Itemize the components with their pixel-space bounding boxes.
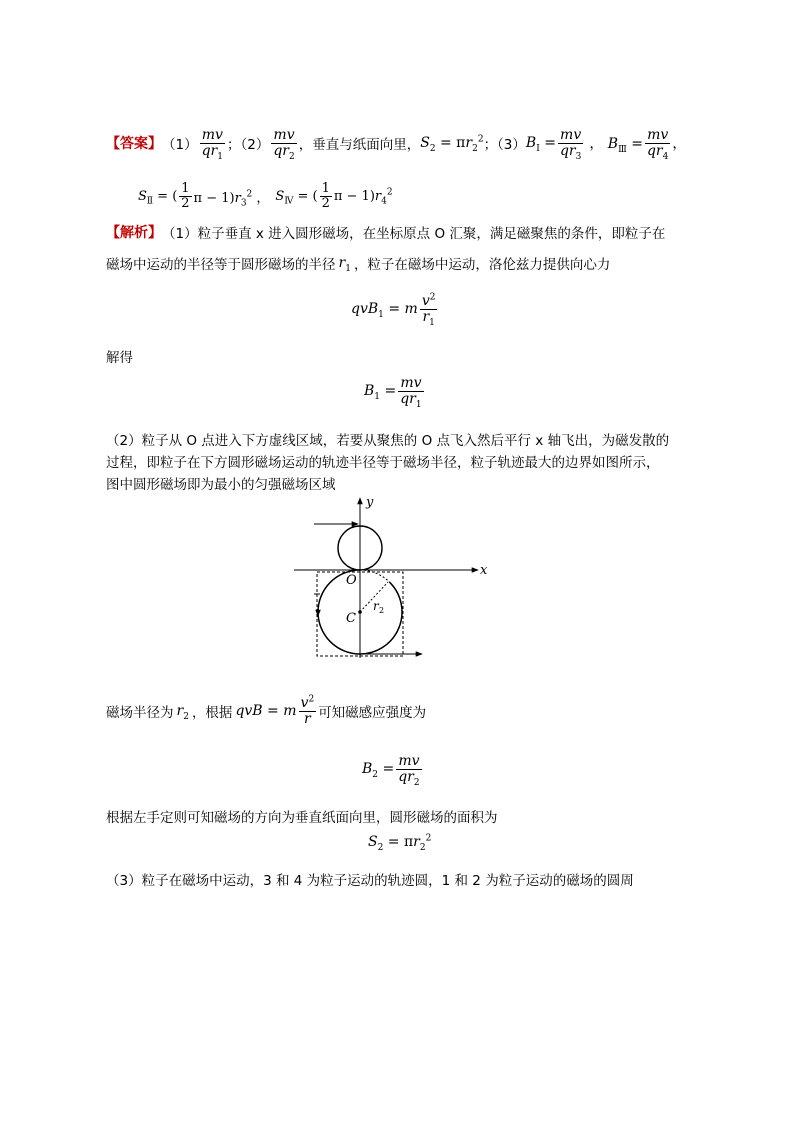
- answer-tag: 【答案】: [106, 136, 162, 153]
- s2-result: $S_2 = \pi r_2^2$: [368, 833, 432, 853]
- b1-formula: $B_Ⅰ$ =: [525, 135, 556, 154]
- part2-line-1: （2）粒子从 O 点进入下方虚线区域，若要从聚焦的 O 点飞入然后平行 x 轴飞出，为磁发散的: [106, 433, 670, 449]
- s4-region-formula: $S_Ⅳ$ = (: [275, 188, 318, 207]
- center-label: C: [346, 611, 356, 626]
- y-label: y: [366, 495, 374, 510]
- b3-formula: ， $B_Ⅲ$ =: [589, 136, 643, 155]
- solve-label-1: 解得: [106, 350, 133, 366]
- origin-label: O: [346, 573, 357, 588]
- radius-subscript: 2: [379, 606, 385, 615]
- trajectory-arc-right: [360, 582, 402, 654]
- answer-1-formula: $\frac{mv}{qr_1}$: [201, 127, 223, 162]
- analysis-tag: 【解析】: [106, 225, 162, 241]
- analysis-line-2: 磁场中运动的半径等于圆形磁场的半径 $r_1$ ，粒子在磁场中运动，洛伦兹力提供向心力: [106, 255, 611, 274]
- b2-result: $B_2$ = $\frac{mv}{qr_2}$: [362, 753, 420, 788]
- part2-line-2: 过程，即粒子在下方圆形磁场运动的轨迹半径等于磁场半径，粒子轨迹最大的边界如图所示，: [106, 455, 660, 471]
- analysis-line-1: 【解析】 （1）粒子垂直 x 进入圆形磁场，在坐标原点 O 汇聚，满足磁聚焦的条件，即粒子在: [106, 222, 665, 242]
- lorentz-equation: qvB$_1$ = m $\frac{v^2}{r_1}$: [351, 292, 436, 328]
- part2-line-3: 图中圆形磁场即为最小的匀强磁场区域: [106, 477, 336, 493]
- answer-line-1: 【答案】 （1） $\frac{mv}{qr_1}$ ；（2） $\frac{mv}{qr_2}$ ，垂直与纸面向里， $S_2 = \pi r_2^2$ ；（3） $B_Ⅰ$ = $\frac{mv}{qr_3}$ ， $B_Ⅲ$ = $\frac{mv}{qr_4}$ ，: [106, 127, 687, 162]
- x-label: x: [480, 563, 488, 578]
- b1-result: $B_1$ = $\frac{mv}{qr_1}$: [364, 375, 422, 410]
- part3-text: （3）粒子在磁场中运动，3 和 4 为粒子运动的轨迹圆，1 和 2 为粒子运动的磁场的圆周: [106, 873, 634, 889]
- radius-label: r: [373, 599, 379, 613]
- answer-line-2: $S_Ⅱ$ = ( $\frac{1}{2}$ $\pi - 1)r_3^2$ ， $S_Ⅳ$ = ( $\frac{1}{2}$ $\pi - 1)r_4^2$: [138, 181, 393, 211]
- answer-2-formula: $\frac{mv}{qr_2}$: [273, 127, 295, 162]
- area-s2-formula: $S_2 = \pi r_2^2$: [420, 134, 484, 154]
- left-hand-rule-text: 根据左手定则可知磁场的方向为垂直纸面向里，圆形磁场的面积为: [106, 810, 498, 826]
- magnetic-field-diagram: [280, 492, 500, 664]
- center-point: [358, 610, 362, 614]
- s2-region-formula: $S_Ⅱ$ = (: [138, 188, 178, 207]
- radius-line-text: 磁场半径为 $r_2$ ，根据 qvB = m $\frac{v^2}{r}$ 可知磁感应强度为: [106, 694, 427, 727]
